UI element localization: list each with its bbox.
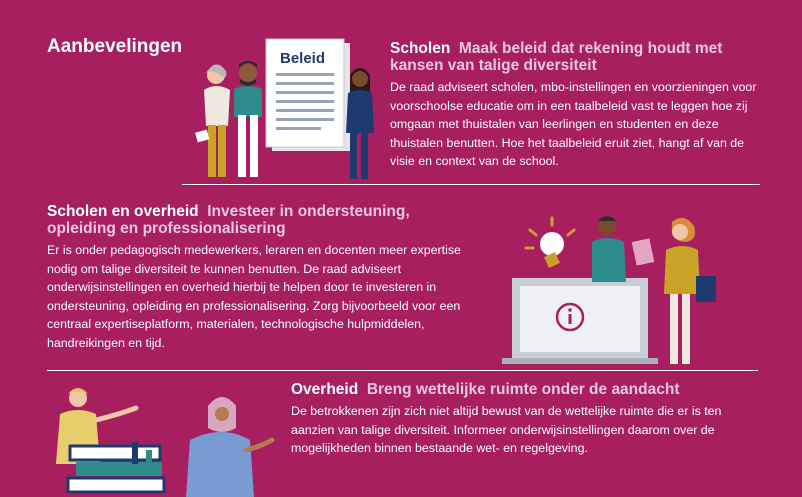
section-lead: Scholen en overheid: [47, 203, 199, 220]
illustration-books: [40, 380, 280, 497]
divider-2: [47, 370, 758, 371]
section-lead: Scholen: [390, 40, 451, 57]
person-grey-hair: [195, 64, 230, 177]
person-mustard: [664, 218, 716, 364]
section-scholen-en-overheid: [47, 203, 462, 352]
section-body: De raad adviseert scholen, mbo-instellingen en voorzieningen voor voorschoolse educatie om in een taalbeleid vast te leggen hoe zij omgaan met thuistalen van leerlingen en studenten en deze thuistalen benutten. Hoe het taalbeleid eruit ziet, hangt af van de visie en context van de school.: [390, 80, 757, 168]
section-subtitle: Maak beleid dat rekening houdt met kansen van talige diversiteit: [390, 40, 723, 74]
section-overheid: [291, 381, 731, 458]
section-scholen: [390, 40, 770, 171]
person-beard: [234, 61, 262, 177]
section-heading: [291, 381, 731, 398]
divider-1: [182, 184, 760, 185]
section-heading: [390, 40, 770, 74]
person-teal-shirt: [592, 216, 654, 282]
book-stack-icon: [68, 442, 164, 492]
section-heading: [47, 203, 462, 237]
person-headscarf: [186, 397, 272, 497]
page-title: Aanbevelingen: [47, 36, 183, 57]
section-lead: Overheid: [291, 381, 359, 398]
section-subtitle: Investeer in ondersteuning, opleiding en professionalisering: [47, 203, 410, 237]
section-body: De betrokkenen zijn zich niet altijd bewust van de wettelijke ruimte die er is ten aanzien van talige diversiteit. Informeer onderwijsinstellingen daarom over de mogelijkheden binnen bestaande wet- en regelgeving.: [291, 404, 722, 455]
person-right: [346, 68, 374, 179]
section-subtitle: Breng wettelijke ruimte onder de aandacht: [366, 381, 680, 398]
document-label: Beleid: [280, 50, 326, 67]
laptop-icon: [502, 278, 658, 364]
illustration-laptop: [500, 210, 740, 365]
section-body: Er is onder pedagogisch medewerkers, leraren en docenten meer expertise nodig om talige diversiteit te kunnen benutten. De raad adviseert onderwijsinstellingen en overheid hierbij te helpen door te investeren in ondersteuning, opleiding en professionalisering. Zorg bijvoorbeeld voor een centraal expertiseplatform, materialen, technologische hulpmiddelen, handreikingen en tijd.: [47, 243, 461, 350]
lightbulb-icon: [526, 218, 574, 268]
